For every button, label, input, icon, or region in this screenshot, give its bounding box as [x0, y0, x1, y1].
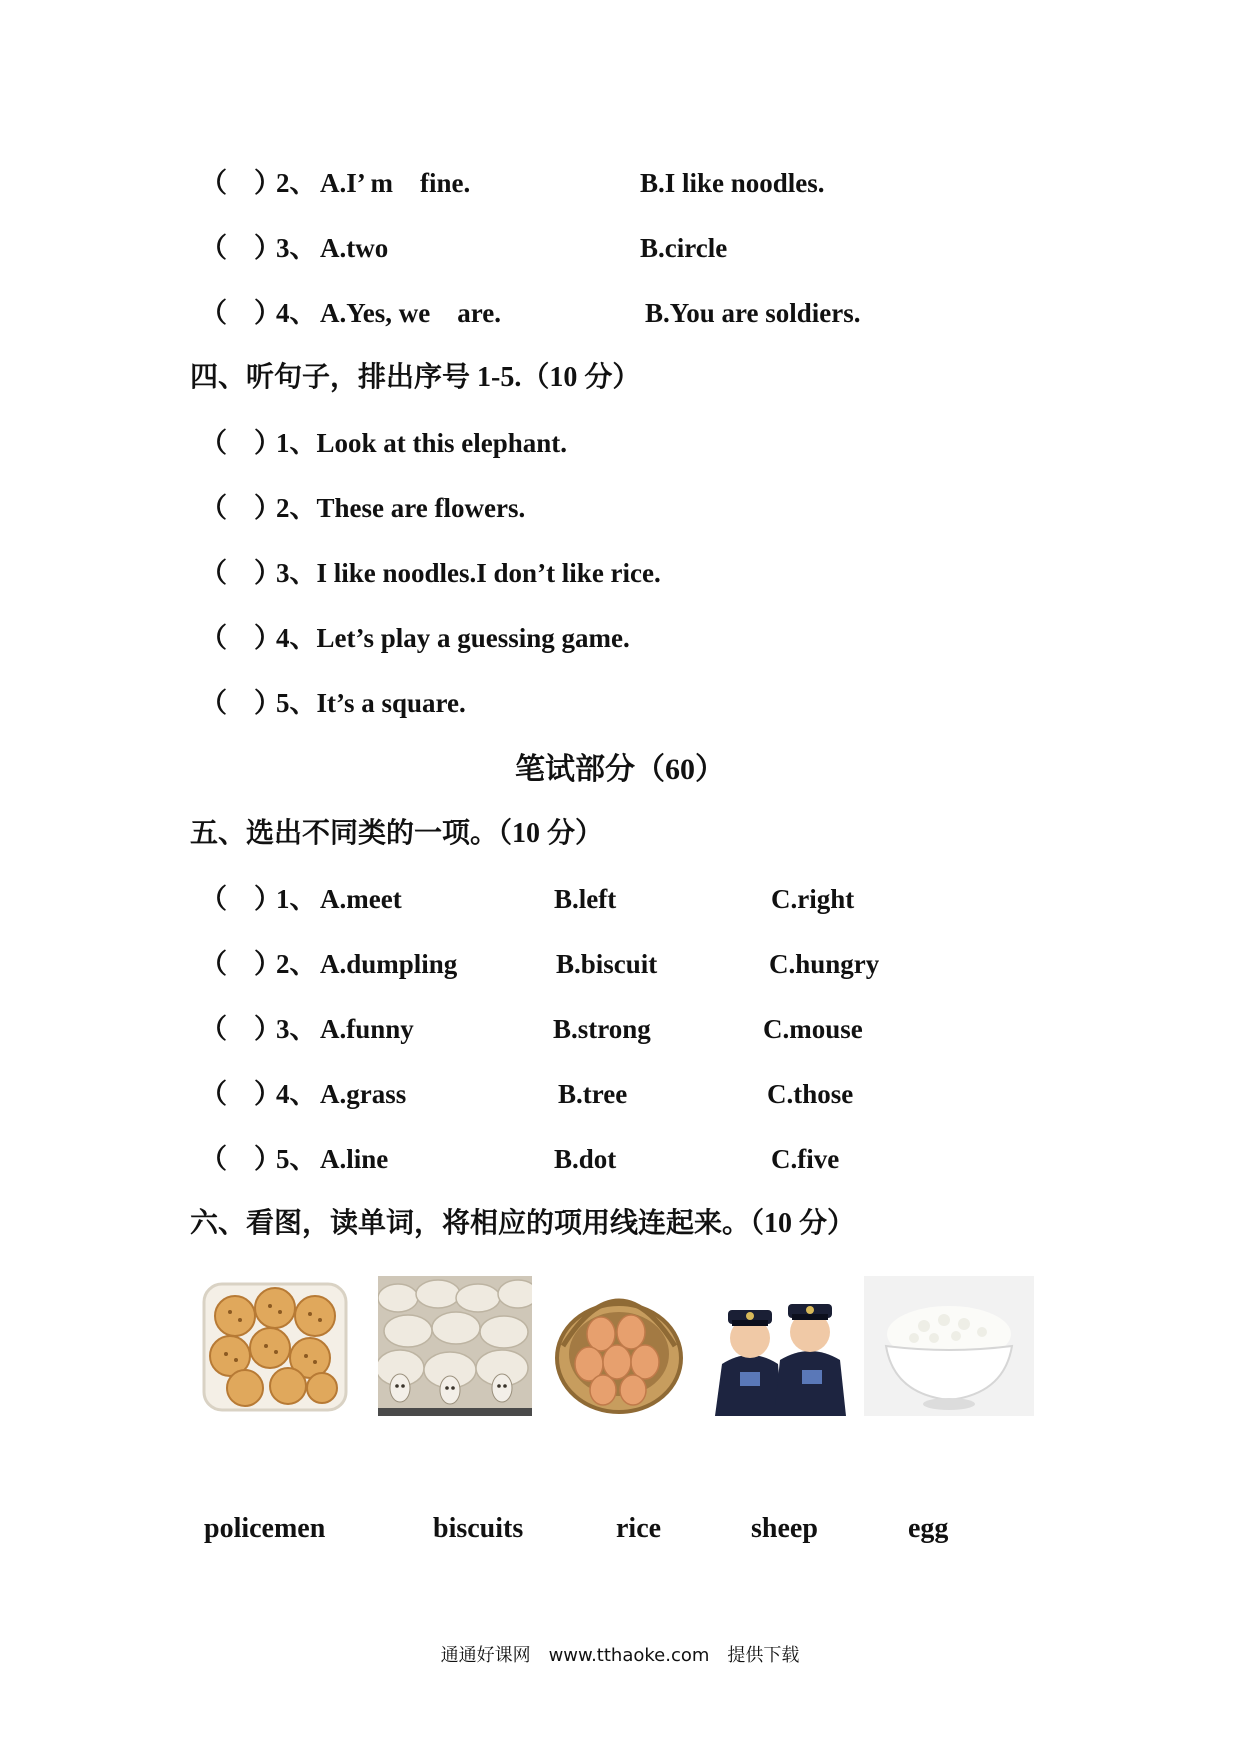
answer-blank[interactable]: （ ） [200, 233, 281, 263]
sentence-text: 2、These are flowers. [276, 493, 526, 523]
option-b: B.circle [640, 233, 728, 263]
section5-heading: 五、选出不同类的一项。（10 分） [190, 818, 604, 849]
word-policemen: policemen [204, 1513, 326, 1544]
section4-heading: 四、听句子，排出序号 1-5.（10 分） [190, 362, 641, 393]
policemen-photo [710, 1276, 846, 1416]
answer-blank[interactable]: （ ） [200, 493, 281, 523]
sentence-text: 4、Let’s play a guessing game. [276, 623, 630, 653]
sentence-text: 3、I like noodles.I don’t like rice. [276, 558, 661, 588]
footer-credit: 通通好课网 www.tthaoke.com 提供下载 [440, 1645, 800, 1666]
option-c: C.those [767, 1079, 854, 1109]
option-b: B.tree [558, 1079, 628, 1109]
answer-blank[interactable]: （ ） [200, 1144, 281, 1174]
option-b: B.dot [554, 1144, 617, 1174]
item-number: 1、 [276, 884, 317, 914]
option-a: A.Yes, we are. [320, 298, 501, 328]
option-b: B.You are soldiers. [645, 298, 861, 328]
answer-blank[interactable]: （ ） [200, 558, 281, 588]
word-biscuits: biscuits [433, 1513, 524, 1544]
item-number: 4、 [276, 1079, 317, 1109]
answer-blank[interactable]: （ ） [200, 884, 281, 914]
word-sheep: sheep [751, 1513, 818, 1544]
answer-blank[interactable]: （ ） [200, 428, 281, 458]
sentence-text: 5、It’s a square. [276, 688, 466, 718]
option-b: B.biscuit [556, 949, 658, 979]
option-a: A.grass [320, 1079, 407, 1109]
item-number: 5、 [276, 1144, 317, 1174]
option-a: A.line [320, 1144, 389, 1174]
answer-blank[interactable]: （ ） [200, 623, 281, 653]
option-b: B.left [554, 884, 617, 914]
option-c: C.right [771, 884, 855, 914]
eggs-basket-photo [553, 1276, 685, 1416]
option-a: A.dumpling [320, 949, 458, 979]
option-c: C.mouse [763, 1014, 863, 1044]
option-a: A.I’ m fine. [320, 168, 471, 198]
answer-blank[interactable]: （ ） [200, 168, 281, 198]
item-number: 4、 [276, 298, 317, 328]
rice-bowl-photo [864, 1276, 1034, 1416]
option-c: C.five [771, 1144, 840, 1174]
biscuits-photo [200, 1276, 350, 1416]
word-egg: egg [908, 1513, 949, 1544]
option-a: A.two [320, 233, 389, 263]
section6-heading: 六、看图，读单词，将相应的项用线连起来。（10 分） [190, 1208, 856, 1239]
sentence-text: 1、Look at this elephant. [276, 428, 568, 458]
item-number: 3、 [276, 233, 317, 263]
answer-blank[interactable]: （ ） [200, 1079, 281, 1109]
answer-blank[interactable]: （ ） [200, 688, 281, 718]
option-a: A.funny [320, 1014, 414, 1044]
item-number: 3、 [276, 1014, 317, 1044]
word-rice: rice [616, 1513, 662, 1544]
option-a: A.meet [320, 884, 402, 914]
answer-blank[interactable]: （ ） [200, 298, 281, 328]
answer-blank[interactable]: （ ） [200, 1014, 281, 1044]
answer-blank[interactable]: （ ） [200, 949, 281, 979]
option-b: B.I like noodles. [640, 168, 825, 198]
sheep-photo [378, 1276, 532, 1416]
written-section-title: 笔试部分（60） [515, 753, 725, 786]
item-number: 2、 [276, 168, 317, 198]
option-b: B.strong [553, 1014, 651, 1044]
option-c: C.hungry [769, 949, 880, 979]
item-number: 2、 [276, 949, 317, 979]
